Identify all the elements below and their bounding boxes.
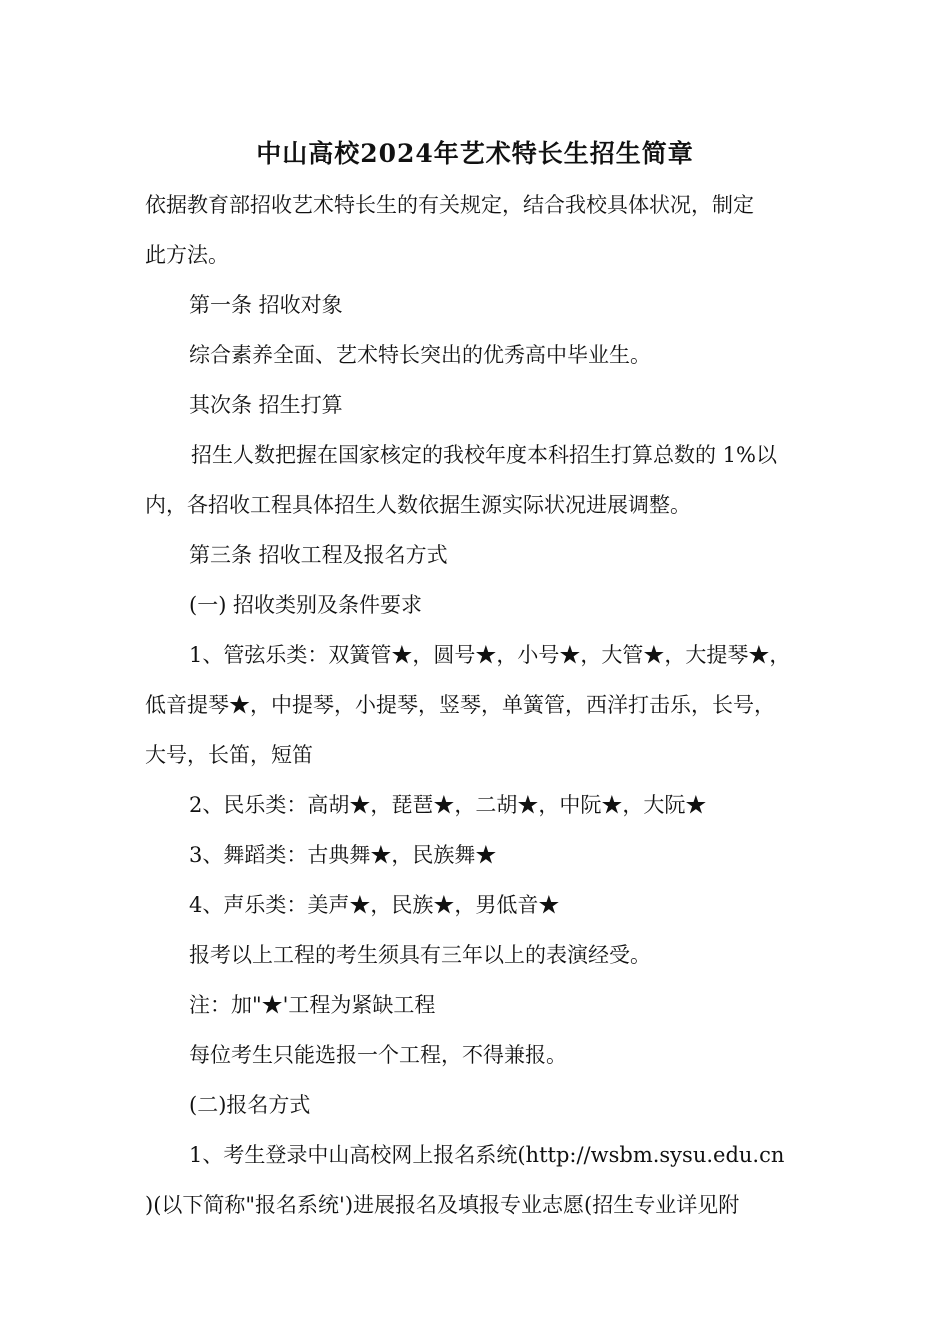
paragraph-line: 内，各招收工程具体招生人数依据生源实际状况进展调整。 [145, 493, 691, 517]
paragraph-line: 报考以上工程的考生须具有三年以上的表演经受。 [189, 943, 651, 967]
list-item: 2、民乐类：高胡★，琵琶★，二胡★，中阮★，大阮★ [189, 793, 707, 817]
note-line: 注：加"★'工程为紧缺工程 [189, 993, 436, 1017]
section-heading: 其次条 招生打算 [189, 393, 343, 417]
paragraph-line: 此方法。 [145, 243, 229, 267]
list-item-continuation: 大号，长笛，短笛 [145, 743, 313, 767]
paragraph-line: 每位考生只能选报一个工程，不得兼报。 [189, 1043, 567, 1067]
subsection-heading: (一) 招收类别及条件要求 [189, 593, 423, 617]
list-item-continuation: )(以下简称"报名系统')进展报名及填报专业志愿(招生专业详见附 [145, 1193, 740, 1217]
paragraph-line: 招生人数把握在国家核定的我校年度本科招生打算总数的 1%以 [191, 443, 777, 467]
list-item: 4、声乐类：美声★，民族★，男低音★ [189, 893, 560, 917]
paragraph-line: 依据教育部招收艺术特长生的有关规定，结合我校具体状况，制定 [145, 193, 754, 217]
list-item: 1、考生登录中山高校网上报名系统(http://wsbm.sysu.edu.cn [189, 1143, 785, 1167]
document-body [145, 180, 815, 1230]
section-heading: 第一条 招收对象 [189, 293, 343, 317]
list-item: 3、舞蹈类：古典舞★，民族舞★ [189, 843, 497, 867]
paragraph-line: 综合素养全面、艺术特长突出的优秀高中毕业生。 [189, 343, 651, 367]
document-title: 中山高校2024年艺术特长生招生简章 [256, 139, 694, 168]
section-heading: 第三条 招收工程及报名方式 [189, 543, 448, 567]
subsection-heading: (二)报名方式 [189, 1093, 311, 1117]
list-item: 1、管弦乐类：双簧管★，圆号★，小号★，大管★，大提琴★， [189, 643, 791, 667]
list-item-continuation: 低音提琴★，中提琴，小提琴，竖琴，单簧管，西洋打击乐，长号， [145, 693, 775, 717]
